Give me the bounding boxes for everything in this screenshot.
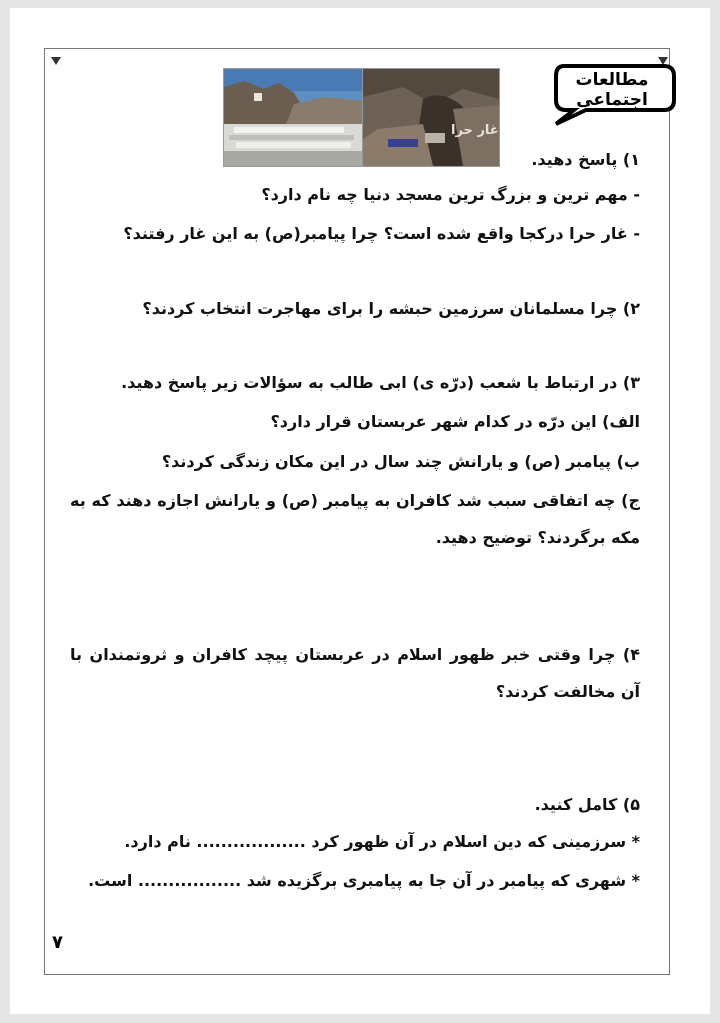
question-1-a: - مهم ترین و بزرگ ترین مسجد دنیا چه نام دارد؟ xyxy=(261,185,640,204)
question-1-b: - غار حرا درکجا واقع شده است؟ چرا پیامبر(ص) به این غار رفتند؟ xyxy=(123,224,640,243)
question-3-b: ب) پیامبر (ص) و یارانش چند سال در این مکان زندگی کردند؟ xyxy=(161,452,640,471)
question-5-title: ۵) کامل کنید. xyxy=(534,795,640,814)
question-5-b: * شهری که پیامبر در آن جا به پیامبری برگزیده شد ................. است. xyxy=(88,871,640,890)
question-4: ۴) چرا وقتی خبر ظهور اسلام در عربستان پیچد کافران و ثروتمندان با آن مخالفت کردند؟ xyxy=(70,645,640,701)
question-3-c: ج) چه اتفاقی سبب شد کافران به پیامبر (ص) و یارانش اجازه دهند که به مکه برگردند؟ توضیح دهید. xyxy=(70,491,640,547)
hira-cave-photo xyxy=(362,68,500,167)
photo-caption: غار حرا xyxy=(451,123,499,138)
question-3-a: الف) این درّه در کدام شهر عربستان قرار دارد؟ xyxy=(270,412,640,431)
mecca-photo xyxy=(223,68,363,167)
subject-title-bubble xyxy=(550,60,680,126)
corner-mark-left xyxy=(51,57,61,65)
question-2: ۲) چرا مسلمانان سرزمین حبشه را برای مهاجرت انتخاب کردند؟ xyxy=(142,299,640,318)
page-number: ۷ xyxy=(52,932,63,953)
question-3-title: ۳) در ارتباط با شعب (درّه ی) ابی طالب به سؤالات زیر پاسخ دهید. xyxy=(121,373,640,392)
question-1-title: ۱) پاسخ دهید. xyxy=(531,150,640,169)
question-5-a: * سرزمینی که دین اسلام در آن ظهور کرد .................. نام دارد. xyxy=(124,832,640,851)
subject-title: مطالعات اجتماعی xyxy=(575,70,649,110)
